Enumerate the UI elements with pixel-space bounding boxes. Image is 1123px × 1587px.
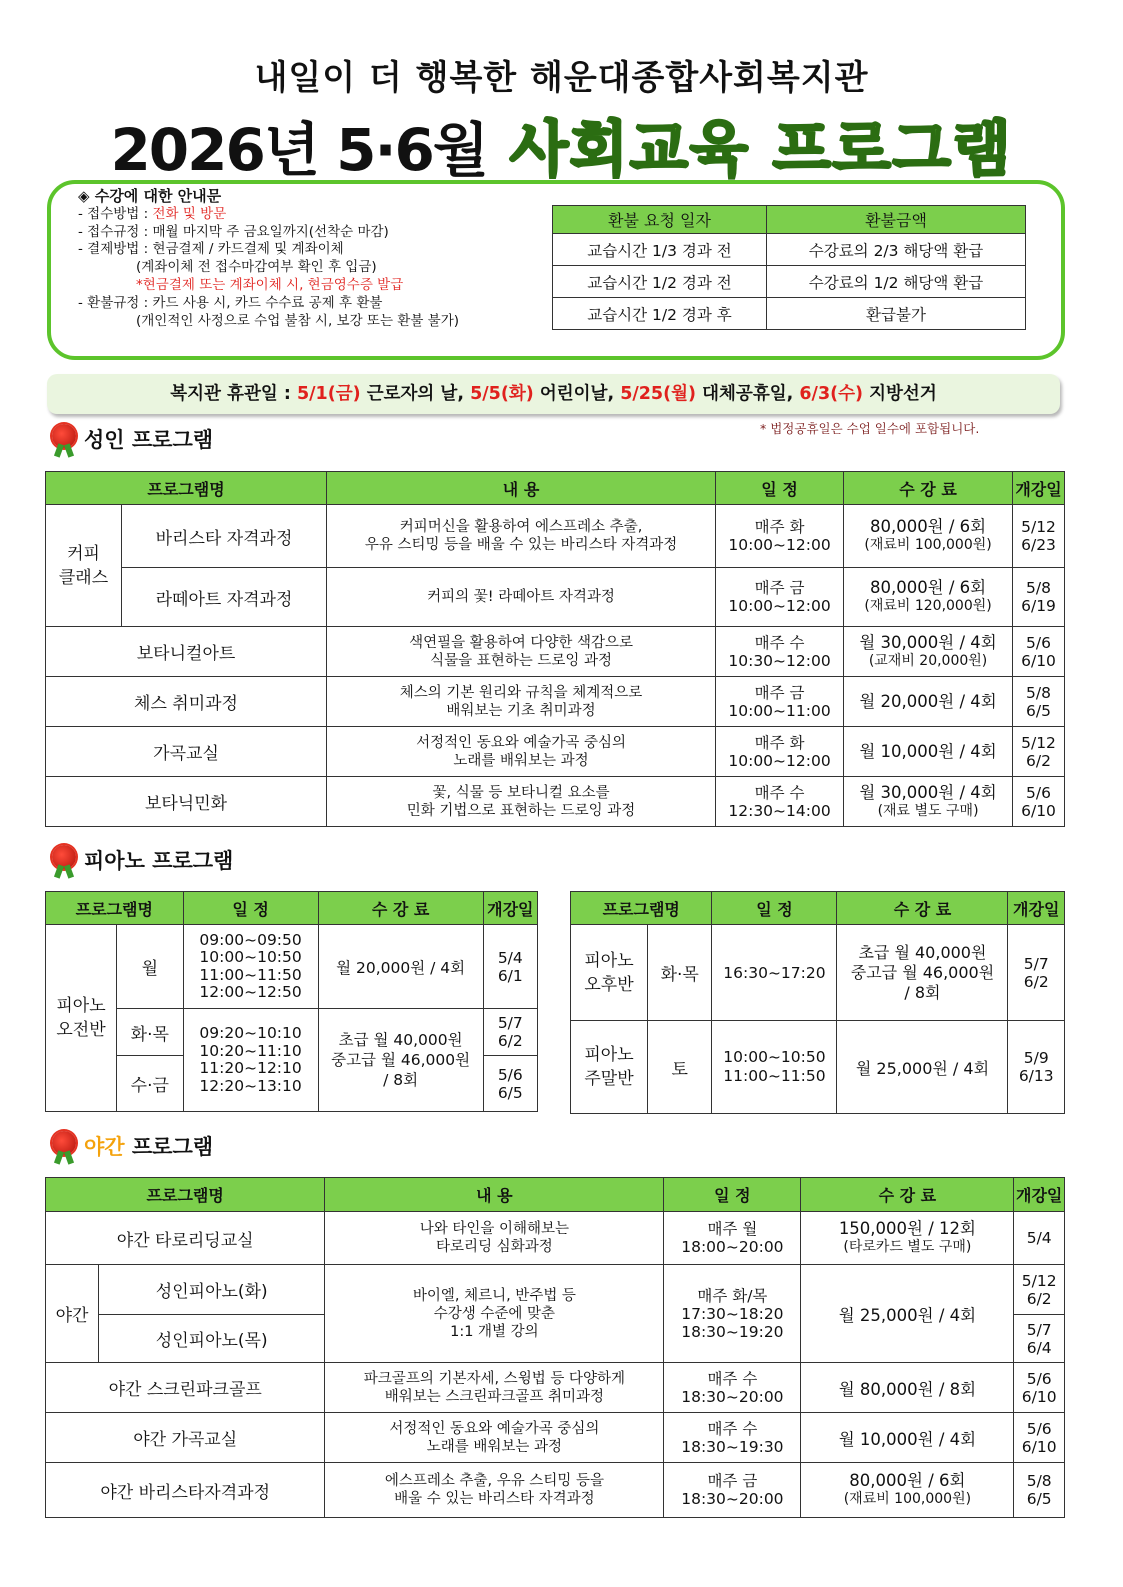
- program-fee: 월 10,000원 / 4회: [801, 1413, 1014, 1463]
- page-subtitle: 내일이 더 행복한 해운대종합사회복지관: [254, 58, 869, 98]
- table-row: [46, 1363, 1065, 1413]
- fee-main: 월 30,000원 / 4회: [859, 632, 997, 652]
- program-name: 보타니컬아트: [46, 627, 327, 677]
- program-fee: [844, 627, 1013, 677]
- col-header: 수 강 료: [801, 1178, 1014, 1212]
- table-row: [46, 627, 1065, 677]
- notice-line: - 환불규정 : 카드 사용 시, 카드 수수료 공제 후 환불: [78, 294, 383, 311]
- refund-cell: 교습시간 1/3 경과 전: [553, 234, 767, 266]
- start-cell: 5/4 6/1: [483, 925, 537, 1009]
- notice-text: [78, 188, 459, 330]
- refund-table: [552, 205, 1026, 330]
- notice-line-red: 전화 및 방문: [152, 205, 227, 222]
- fee-main: 80,000원 / 6회: [869, 517, 987, 536]
- refund-cell: 교습시간 1/2 경과 전: [553, 266, 767, 298]
- section-title-accent: 야간: [84, 1135, 125, 1159]
- ribbon-icon: [52, 424, 76, 458]
- table-row: [553, 298, 1026, 330]
- title-program: 사회교육 프로그램: [509, 115, 1013, 185]
- group-cell: 커피 클래스: [46, 505, 122, 627]
- program-fee: [844, 777, 1013, 827]
- program-schedule: 매주 수 18:30~20:00: [664, 1363, 801, 1413]
- program-fee: 월 20,000원 / 4회: [844, 677, 1013, 727]
- program-schedule: 매주 금 10:00~11:00: [716, 677, 844, 727]
- notice-line: - 접수규정 : 매월 마지막 주 금요일까지(선착순 마감): [78, 223, 389, 240]
- night-program-table: [45, 1177, 1065, 1518]
- program-start: 5/6 6/10: [1014, 1413, 1065, 1463]
- title-date: 2026년 5·6월: [110, 116, 487, 184]
- program-fee: [844, 505, 1013, 568]
- program-name: 바리스타 자격과정: [122, 505, 327, 568]
- program-schedule: 매주 화 10:00~12:00: [716, 727, 844, 777]
- program-start: 5/6 6/10: [1014, 1363, 1065, 1413]
- closure-text: 지방선거: [863, 384, 937, 404]
- closure-date: 5/1(금): [296, 384, 361, 404]
- col-header: 일 정: [664, 1178, 801, 1212]
- program-desc: 커피머신을 활용하여 에스프레소 추출, 우유 스티밍 등을 배울 수 있는 바리스타 자격과정: [327, 505, 716, 568]
- table-row: [46, 568, 1065, 627]
- fee-sub: (교재비 20,000원): [868, 652, 988, 669]
- section-night: [52, 1131, 213, 1165]
- section-piano: [52, 845, 233, 879]
- holiday-note: * 법정공휴일은 수업 일수에 포함됩니다.: [760, 421, 980, 436]
- program-fee: 월 25,000원 / 4회: [801, 1265, 1014, 1363]
- fee-sub: (타로카드 별도 구매): [843, 1239, 972, 1255]
- refund-cell: 수강료의 1/2 해당액 환급: [767, 266, 1026, 298]
- col-header: 내 용: [327, 472, 716, 505]
- program-desc: 체스의 기본 원리와 규칙을 체계적으로 배워보는 기초 취미과정: [327, 677, 716, 727]
- col-header: 개강일: [483, 892, 537, 925]
- closure-text: 대체공휴일,: [696, 384, 800, 404]
- program-name: 피아노 오후반: [571, 925, 648, 1021]
- start-cell: 5/6 6/5: [483, 1056, 537, 1112]
- col-header: 개강일: [1014, 1178, 1065, 1212]
- program-schedule: 매주 수 18:30~19:30: [664, 1413, 801, 1463]
- fee-cell: 월 20,000원 / 4회: [318, 925, 483, 1009]
- notice-line: [78, 206, 459, 224]
- refund-cell: 환급불가: [767, 298, 1026, 330]
- col-header: 개강일: [1008, 892, 1065, 925]
- schedule-cell: 16:30~17:20: [712, 925, 837, 1021]
- closure-text: 어린이날,: [533, 384, 621, 404]
- refund-cell: 수강료의 2/3 해당액 환급: [767, 234, 1026, 266]
- section-title: 성인 프로그램: [84, 428, 214, 452]
- program-fee: [801, 1212, 1014, 1265]
- fee-main: 80,000원 / 6회: [849, 1471, 966, 1490]
- day-cell: 월: [117, 925, 184, 1009]
- table-row: [571, 925, 1065, 1021]
- day-cell: 수·금: [117, 1056, 184, 1112]
- start-cell: 5/9 6/13: [1008, 1021, 1065, 1114]
- col-header: 일 정: [716, 472, 844, 505]
- closure-label: 복지관 휴관일 :: [170, 384, 297, 404]
- refund-header: 환불금액: [767, 206, 1026, 234]
- closure-text: 근로자의 날,: [360, 384, 471, 404]
- col-header: 내 용: [325, 1178, 664, 1212]
- program-desc: 서정적인 동요와 예술가곡 중심의 노래를 배워보는 과정: [325, 1413, 664, 1463]
- table-row: [46, 925, 538, 1009]
- closure-date: 5/25(월): [620, 384, 697, 404]
- fee-sub: (재료비 100,000원): [843, 1491, 972, 1507]
- schedule-cell: 09:00~09:50 10:00~10:50 11:00~11:50 12:00~12:50: [183, 925, 318, 1009]
- table-row: [46, 505, 1065, 568]
- ribbon-icon: [52, 845, 76, 879]
- fee-main: 월 30,000원 / 4회: [859, 782, 997, 802]
- section-title: 피아노 프로그램: [84, 849, 234, 873]
- program-start: 5/6 6/10: [1013, 627, 1065, 677]
- program-start: 5/6 6/10: [1013, 777, 1065, 827]
- day-cell: 화·목: [648, 925, 712, 1021]
- table-row: [46, 1265, 1065, 1315]
- fee-cell: 초급 월 40,000원 중고급 월 46,000원 / 8회: [837, 925, 1008, 1021]
- program-start: 5/12 6/2: [1014, 1265, 1065, 1315]
- closure-date: 6/3(수): [799, 384, 864, 404]
- table-row: [46, 727, 1065, 777]
- day-cell: 화·목: [117, 1009, 184, 1056]
- program-name: 라떼아트 자격과정: [122, 568, 327, 627]
- table-row: [46, 677, 1065, 727]
- program-schedule: 매주 수 12:30~14:00: [716, 777, 844, 827]
- program-start: 5/12 6/23: [1013, 505, 1065, 568]
- program-schedule: 매주 월 18:00~20:00: [664, 1212, 801, 1265]
- fee-main: 80,000원 / 6회: [869, 578, 987, 597]
- program-desc: 바이엘, 체르니, 반주법 등 수강생 수준에 맞춘 1:1 개별 강의: [325, 1265, 664, 1363]
- fee-sub: (재료비 100,000원): [864, 537, 992, 553]
- program-desc: 서정적인 동요와 예술가곡 중심의 노래를 배워보는 과정: [327, 727, 716, 777]
- notice-line: - 결제방법 : 현금결제 / 카드결제 및 계좌이체: [78, 241, 344, 258]
- ribbon-icon: [52, 1131, 76, 1165]
- table-row: [46, 1212, 1065, 1265]
- program-start: 5/8 6/5: [1014, 1463, 1065, 1518]
- table-row: [46, 1413, 1065, 1463]
- program-schedule: 매주 화 10:00~12:00: [716, 505, 844, 568]
- refund-header: 환불 요청 일자: [553, 206, 767, 234]
- closure-bar: [47, 374, 1060, 414]
- program-name: 보타닉민화: [46, 777, 327, 827]
- fee-cell: 월 25,000원 / 4회: [837, 1021, 1008, 1114]
- col-header: 수 강 료: [318, 892, 483, 925]
- notice-line-label: - 접수방법 :: [78, 205, 153, 222]
- table-row: [553, 234, 1026, 266]
- schedule-cell: 10:00~10:50 11:00~11:50: [712, 1021, 837, 1114]
- fee-sub: (재료비 120,000원): [864, 598, 992, 614]
- program-desc: 에스프레소 추출, 우유 스티밍 등을 배울 수 있는 바리스타 자격과정: [325, 1463, 664, 1518]
- day-cell: 토: [648, 1021, 712, 1114]
- start-cell: 5/7 6/2: [483, 1009, 537, 1056]
- program-schedule: 매주 화/목 17:30~18:20 18:30~19:20: [664, 1265, 801, 1363]
- table-row: [46, 1009, 538, 1056]
- col-header: 수 강 료: [844, 472, 1013, 505]
- col-header: 일 정: [712, 892, 837, 925]
- table-row: [46, 1463, 1065, 1518]
- adult-program-table: [45, 471, 1065, 827]
- program-name: 야간 바리스타자격과정: [46, 1463, 325, 1518]
- table-row: [571, 1021, 1065, 1114]
- program-schedule: 매주 금 18:30~20:00: [664, 1463, 801, 1518]
- program-desc: 커피의 꽃! 라떼아트 자격과정: [327, 568, 716, 627]
- col-header: 일 정: [183, 892, 318, 925]
- notice-line-red: *현금결제 또는 계좌이체 시, 현금영수증 발급: [136, 276, 404, 293]
- program-name: 야간 가곡교실: [46, 1413, 325, 1463]
- col-header: 개강일: [1013, 472, 1065, 505]
- col-header: 수 강 료: [837, 892, 1008, 925]
- section-title: 프로그램: [124, 1135, 214, 1159]
- program-schedule: 매주 수 10:30~12:00: [716, 627, 844, 677]
- program-name: 가곡교실: [46, 727, 327, 777]
- closure-date: 5/5(화): [470, 384, 534, 404]
- program-fee: 월 80,000원 / 8회: [801, 1363, 1014, 1413]
- start-cell: 5/7 6/2: [1008, 925, 1065, 1021]
- refund-cell: 교습시간 1/2 경과 후: [553, 298, 767, 330]
- schedule-cell: 09:20~10:10 10:20~11:10 11:20~12:10 12:20~13:10: [183, 1009, 318, 1112]
- piano-afternoon-table: [570, 891, 1065, 1114]
- fee-main: 150,000원 / 12회: [838, 1219, 976, 1238]
- program-start: 5/7 6/4: [1014, 1315, 1065, 1363]
- notice-heading: ◈ 수강에 대한 안내문: [78, 187, 222, 205]
- program-name: 야간 타로리딩교실: [46, 1212, 325, 1265]
- program-fee: 월 10,000원 / 4회: [844, 727, 1013, 777]
- program-name: 성인피아노(화): [99, 1265, 325, 1315]
- page-title: [0, 102, 1123, 188]
- program-name: 성인피아노(목): [99, 1315, 325, 1363]
- program-desc: 꽃, 식물 등 보타니컬 요소를 민화 기법으로 표현하는 드로잉 과정: [327, 777, 716, 827]
- program-fee: [844, 568, 1013, 627]
- col-header: 프로그램명: [46, 1178, 325, 1212]
- group-cell: 야간: [46, 1265, 99, 1363]
- col-header: 프로그램명: [46, 892, 184, 925]
- fee-sub: (재료 별도 구매): [877, 802, 979, 819]
- col-header: 프로그램명: [571, 892, 712, 925]
- notice-line: (개인적인 사정으로 수업 불참 시, 보강 또는 환불 불가): [136, 312, 460, 329]
- program-start: 5/4: [1014, 1212, 1065, 1265]
- group-cell: 피아노 오전반: [46, 925, 117, 1112]
- program-desc: 나와 타인을 이해해보는 타로리딩 심화과정: [325, 1212, 664, 1265]
- program-start: 5/8 6/5: [1013, 677, 1065, 727]
- piano-morning-table: [45, 891, 538, 1112]
- fee-cell: 초급 월 40,000원 중고급 월 46,000원 / 8회: [318, 1009, 483, 1112]
- program-desc: 색연필을 활용하여 다양한 색감으로 식물을 표현하는 드로잉 과정: [327, 627, 716, 677]
- table-row: [553, 266, 1026, 298]
- program-schedule: 매주 금 10:00~12:00: [716, 568, 844, 627]
- program-start: 5/12 6/2: [1013, 727, 1065, 777]
- program-start: 5/8 6/19: [1013, 568, 1065, 627]
- col-header: 프로그램명: [46, 472, 327, 505]
- table-row: [46, 777, 1065, 827]
- program-desc: 파크골프의 기본자세, 스윙법 등 다양하게 배워보는 스크린파크골프 취미과정: [325, 1363, 664, 1413]
- program-name: 야간 스크린파크골프: [46, 1363, 325, 1413]
- program-name: 체스 취미과정: [46, 677, 327, 727]
- notice-line: (계좌이체 전 접수마감여부 확인 후 입금): [136, 259, 377, 276]
- program-name: 피아노 주말반: [571, 1021, 648, 1114]
- section-adult: [52, 424, 213, 458]
- program-fee: [801, 1463, 1014, 1518]
